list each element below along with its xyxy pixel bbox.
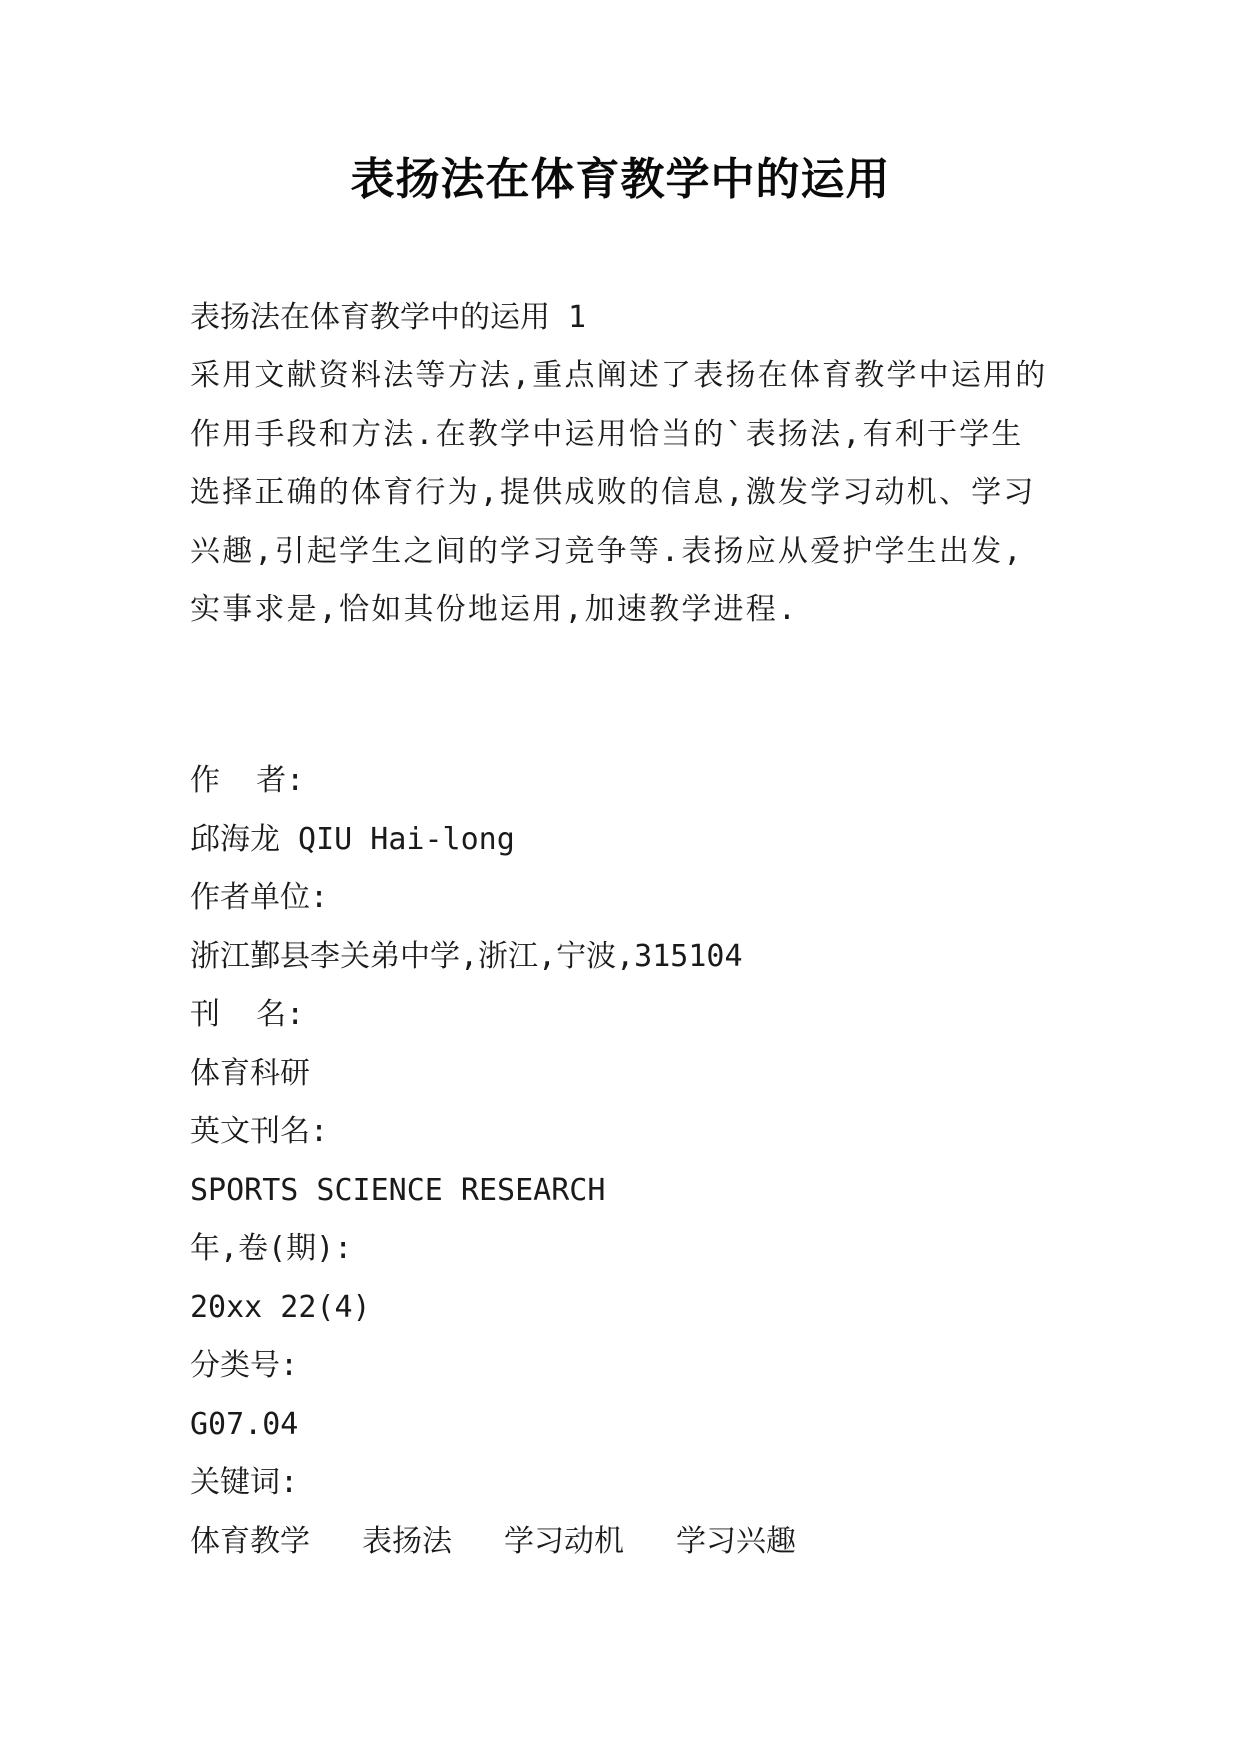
journal-english-label: 英文刊名:	[190, 1114, 329, 1149]
document-title: 表扬法在体育教学中的运用	[350, 154, 891, 205]
abstract-paragraph: 采用文献资料法等方法,重点阐述了表扬在体育教学中运用的作用手段和方法.在教学中运用恰当的`表扬法,有利于学生选择正确的体育行为,提供成败的信息,激发学习动机、学习兴趣,引起学生之间的学习竞争等.表扬应从爱护学生出发,实事求是,恰如其份地运用,加速教学进程.	[190, 358, 1048, 627]
author-value: 邱海龙 QIU Hai-long	[190, 821, 515, 857]
keyword: 体育教学	[190, 1523, 310, 1559]
affiliation-label: 作者单位:	[190, 880, 329, 915]
keyword: 学习兴趣	[676, 1523, 796, 1559]
journal-english-value: SPORTS SCIENCE RESEARCH	[190, 1172, 606, 1208]
document-subtitle: 表扬法在体育教学中的运用 1	[190, 300, 587, 335]
classification-value: G07.04	[190, 1406, 299, 1442]
year-volume-label: 年,卷(期):	[190, 1231, 353, 1266]
journal-label: 刊 名:	[190, 997, 305, 1032]
year-volume-value: 20xx 22(4)	[190, 1289, 371, 1325]
keyword: 表扬法	[362, 1523, 452, 1559]
author-label: 作 者:	[190, 763, 305, 798]
metadata-block	[190, 752, 1055, 1571]
keywords-label: 关键词:	[190, 1465, 299, 1500]
keyword: 学习动机	[504, 1523, 624, 1559]
keywords-list	[190, 1513, 1055, 1572]
classification-label: 分类号:	[190, 1348, 299, 1383]
journal-value: 体育科研	[190, 1055, 310, 1091]
affiliation-value: 浙江鄞县李关弟中学,浙江,宁波,315104	[190, 938, 743, 974]
